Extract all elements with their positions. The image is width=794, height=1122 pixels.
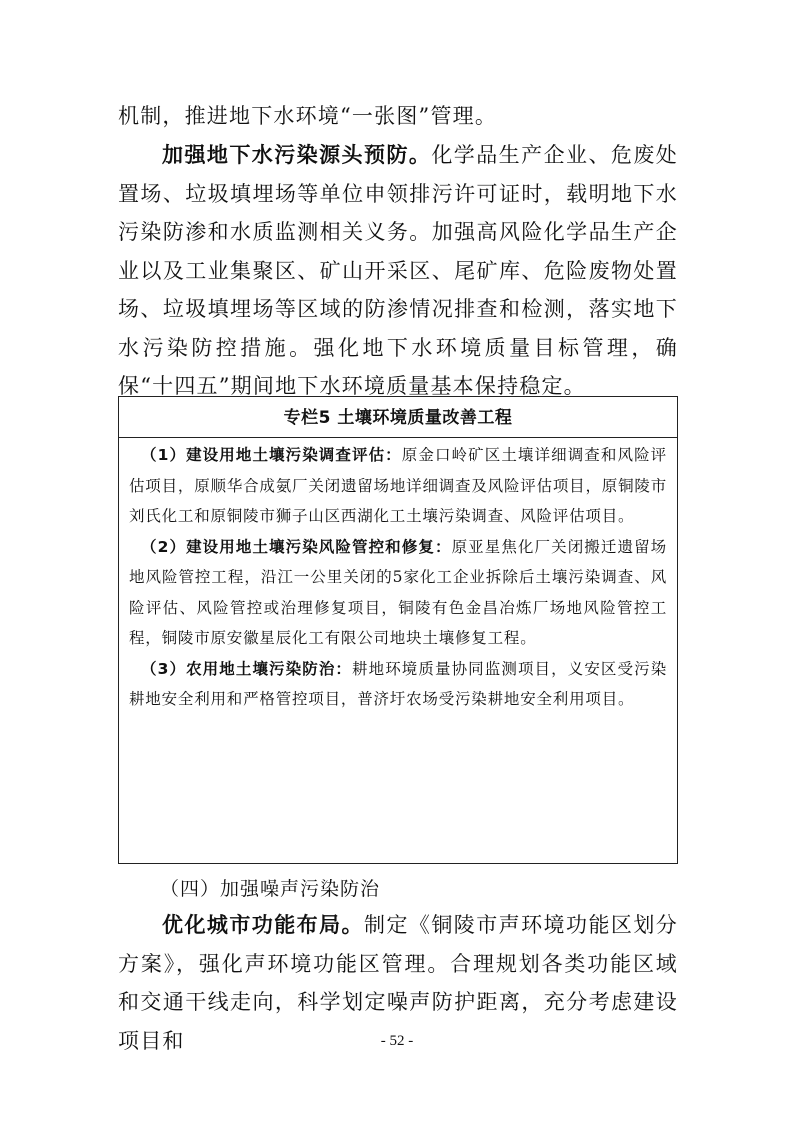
box-item-2	[129, 532, 667, 654]
box-item-label: （2）建设用地土壤污染风险管控和修复：	[141, 537, 452, 556]
special-column-box	[118, 396, 678, 864]
box-item-3	[129, 654, 667, 715]
box-item-text: 耕地环境质量协同监测项目，义安区受污染耕地安全利用和严格管控项目，普济圩农场受污染耕地安全利用项目。	[129, 659, 668, 708]
box-item-1	[129, 440, 667, 532]
paragraph-lead: 加强地下水污染源头预防。	[162, 143, 432, 167]
box-body	[119, 438, 677, 715]
paragraph-text: 制定《铜陵市声环境功能区划分方案》，强化声环境功能区管理。合理规划各类功能区域和交通干线走向，科学划定噪声防护距离，充分考虑建设项目和	[118, 913, 678, 1053]
section-heading: （四）加强噪声污染防治	[160, 878, 381, 900]
paragraph-text: 机制，推进地下水环境“一张图”管理。	[118, 104, 498, 128]
box-item-text: 原金口岭矿区土壤详细调查和风险评估项目，原顺华合成氨厂关闭遗留场地详细调查及风险评估项目，原铜陵市刘氏化工和原铜陵市狮子山区西湖化工土壤污染调查、风险评估项目。	[129, 446, 667, 525]
paragraph-groundwater-prevention	[118, 136, 678, 406]
paragraph-text: 化学品生产企业、危废处置场、垃圾填埋场等单位申领排污许可证时，载明地下水污染防渗和水质监测相关义务。加强高风险化学品生产企业以及工业集聚区、矿山开采区、尾矿库、危险废物处置场、垃圾填埋场等区域的防渗情况排查和检测，落实地下水污染防控措施。强化地下水环境质量目标管理，确保“十四五”期间地下水环境质量基本保持稳定。	[118, 143, 678, 398]
box-title: 专栏5 土壤环境质量改善工程	[119, 397, 677, 438]
paragraph-continuation	[118, 97, 678, 136]
box-item-label: （1）建设用地土壤污染调查评估：	[141, 446, 402, 464]
page-number: - 52 -	[380, 1033, 414, 1049]
box-item-text: 原亚星焦化厂关闭搬迁遗留场地风险管控工程，沿江一公里关闭的5家化工企业拆除后土壤污染调查、风险评估、风险管控或治理修复项目，铜陵有色金昌冶炼厂场地风险管控工程，铜陵市原安徽星辰化工有限公司地块土壤修复工程。	[129, 537, 667, 647]
box-item-label: （3）农用地土壤污染防治：	[141, 659, 353, 678]
paragraph-lead: 优化城市功能布局。	[162, 913, 364, 937]
